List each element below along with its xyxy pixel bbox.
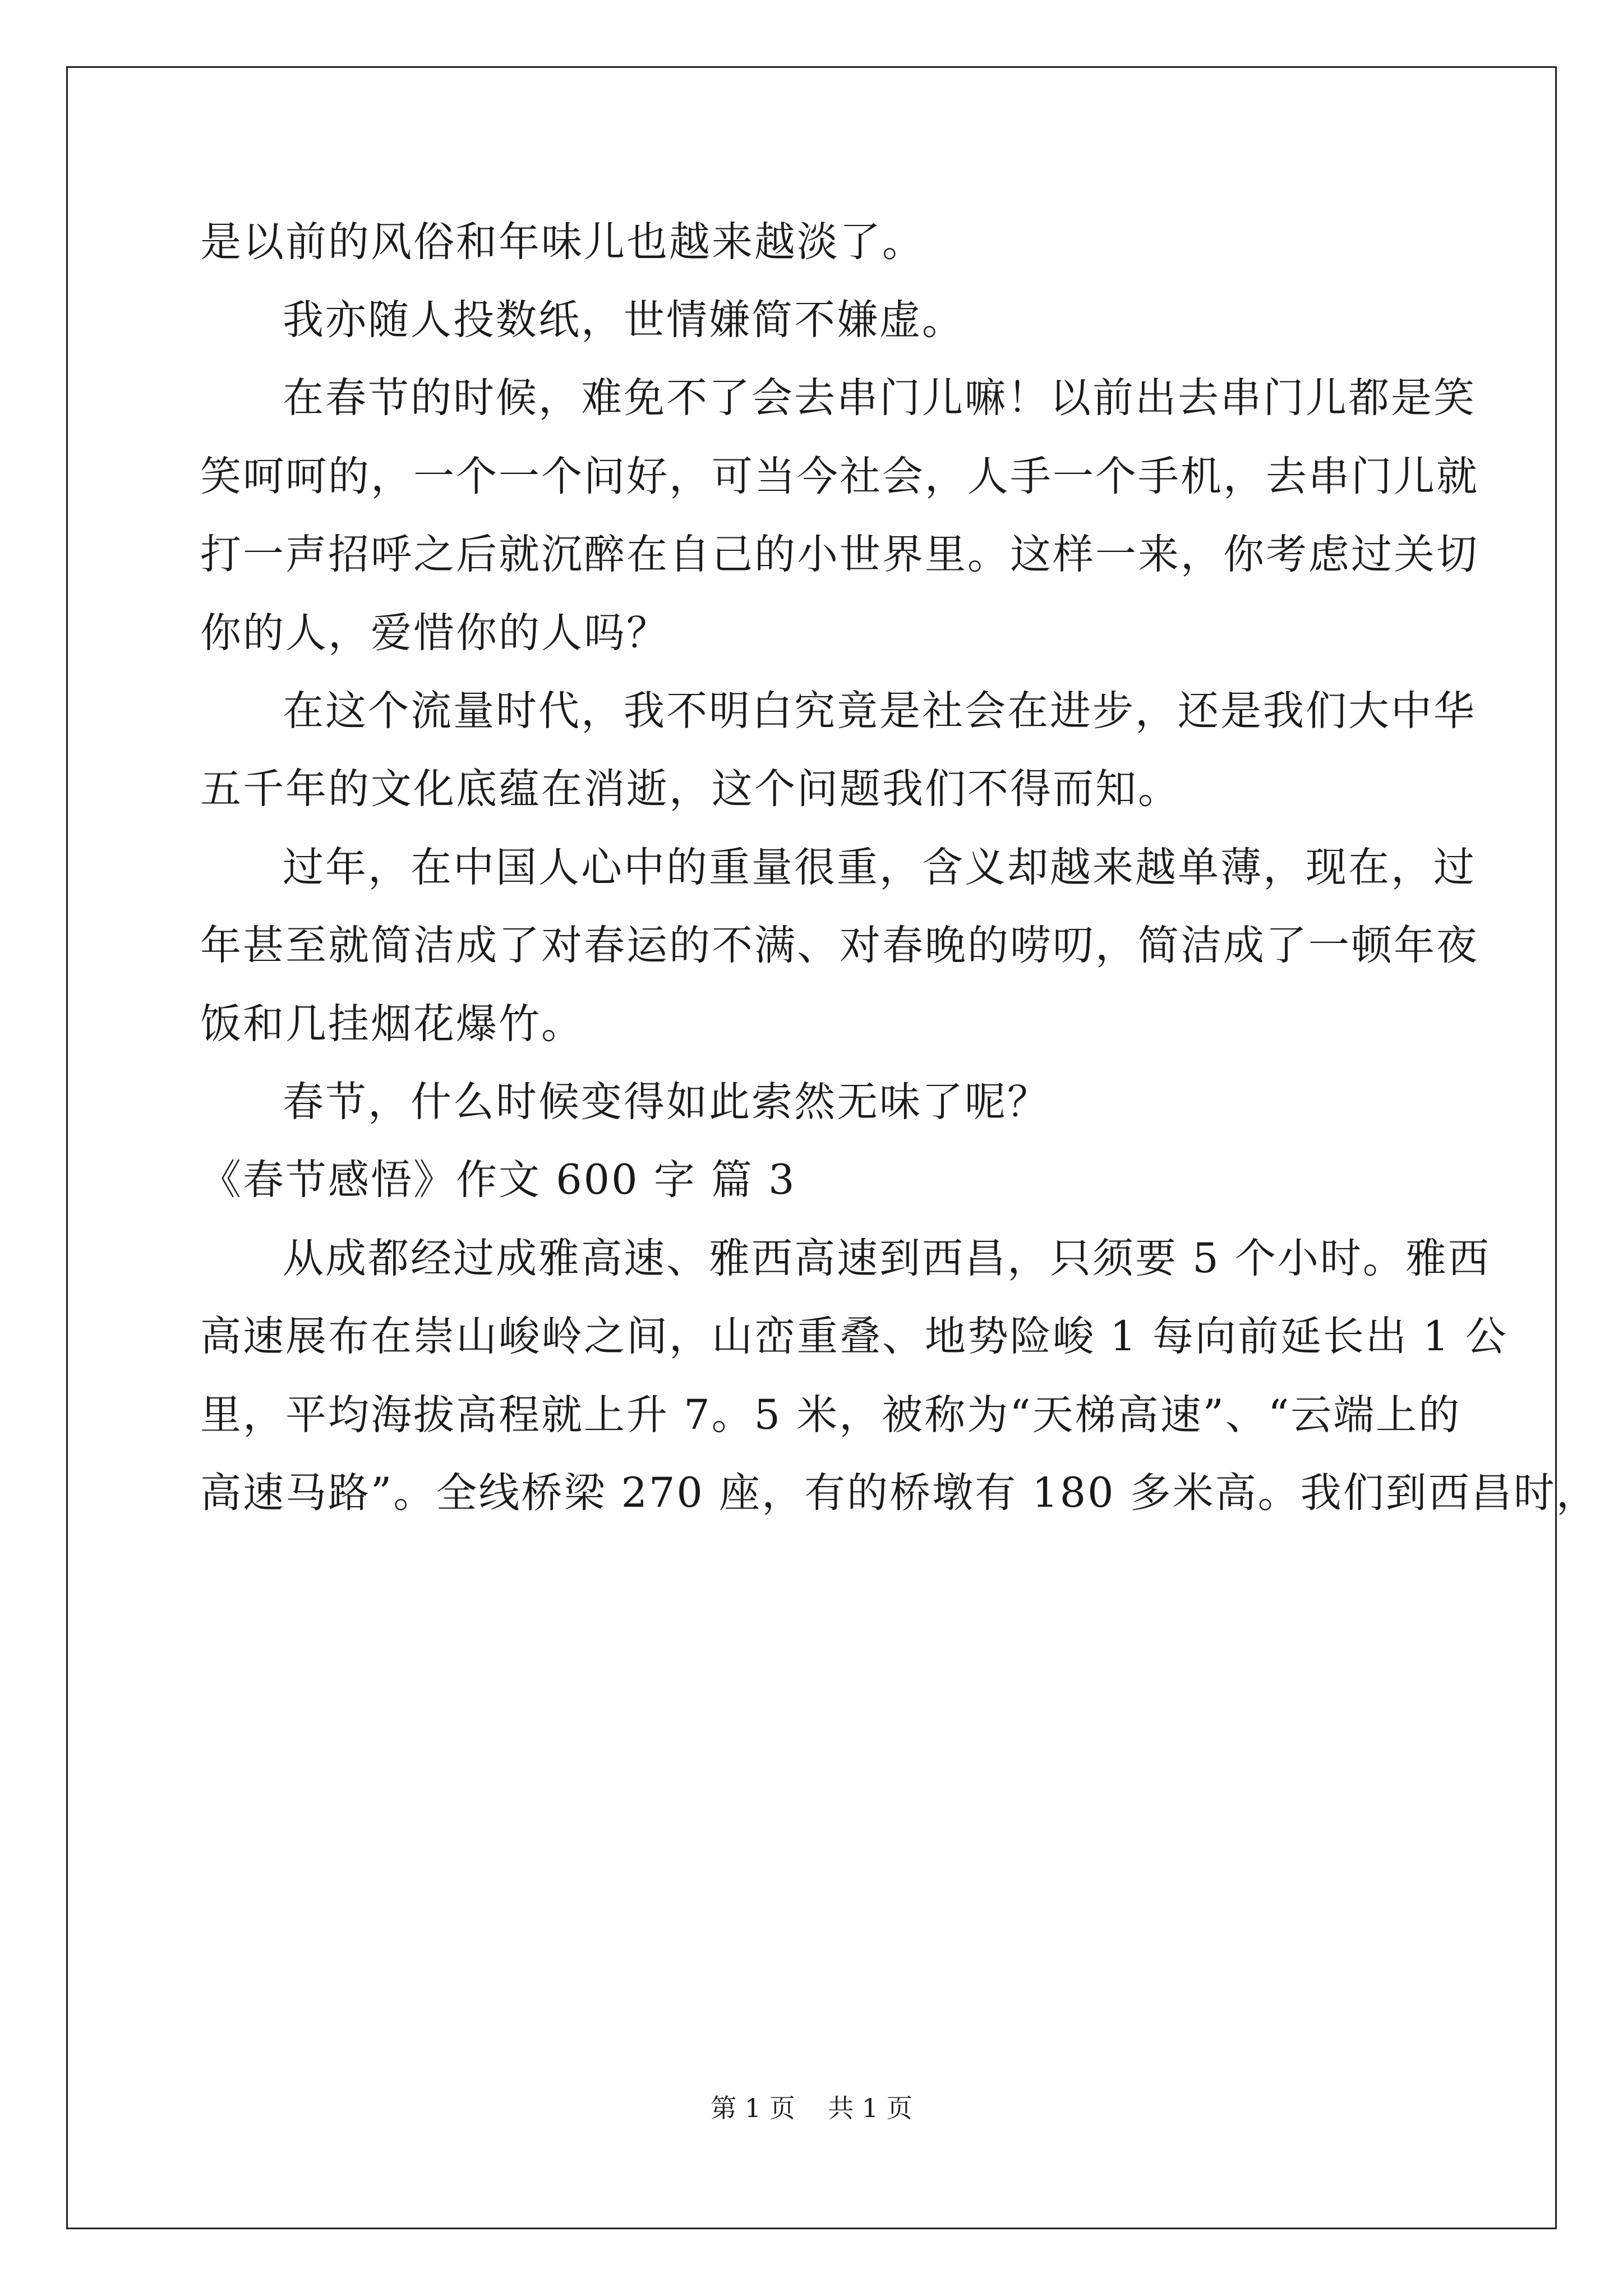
text-line: 高速展布在崇山峻岭之间，山峦重叠、地势险峻 1 每向前延长出 1 公 (200, 1313, 1508, 1360)
text-line: 你的人，爱惜你的人吗？ (200, 609, 669, 657)
text-line: 年甚至就简洁成了对春运的不满、对春晚的唠叨，简洁成了一顿年夜 (200, 922, 1479, 969)
text-line: 打一声招呼之后就沉醉在自己的小世界里。这样一来，你考虑过关切 (200, 531, 1479, 578)
text-line: 里，平均海拔高程就上升 7。5 米，被称为“天梯高速”、“云端上的 (200, 1391, 1461, 1439)
text-line: 从成都经过成雅高速、雅西高速到西昌，只须要 5 个小时。雅西 (283, 1235, 1491, 1282)
section-heading: 《春节感悟》作文 600 字 篇 3 (200, 1156, 796, 1204)
text-line: 五千年的文化底蕴在消逝，这个问题我们不得而知。 (200, 765, 1181, 813)
text-line: 高速马路”。全线桥梁 270 座，有的桥墩有 180 多米高。我们到西昌时， (200, 1469, 1599, 1517)
text-line: 是以前的风俗和年味儿也越来越淡了。 (200, 218, 925, 266)
text-line: 我亦随人投数纸，世情嫌简不嫌虚。 (283, 296, 965, 344)
text-line: 在这个流量时代，我不明白究竟是社会在进步，还是我们大中华 (283, 687, 1476, 735)
text-line: 过年，在中国人心中的重量很重，含义却越来越单薄，现在，过 (283, 844, 1476, 891)
text-line: 饭和几挂烟花爆竹。 (200, 1000, 584, 1048)
text-line: 笑呵呵的，一个一个问好，可当今社会，人手一个手机，去串门儿就 (200, 453, 1479, 500)
page-footer: 第 1 页 共 1 页 (711, 2093, 912, 2123)
text-line: 春节，什么时候变得如此索然无味了呢？ (283, 1078, 1050, 1126)
text-line: 在春节的时候，难免不了会去串门儿嘛！以前出去串门儿都是笑 (283, 374, 1476, 422)
